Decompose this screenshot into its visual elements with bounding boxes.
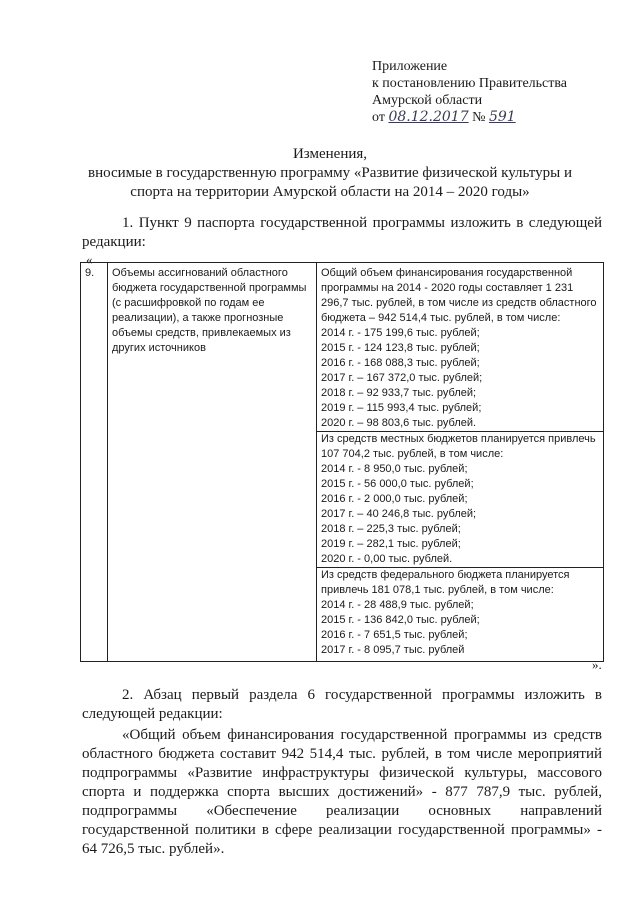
appendix-number-label: № <box>472 110 486 125</box>
item-2-heading <box>82 686 602 724</box>
appendix-title: Приложение <box>372 59 448 74</box>
regional-year-2017: 2017 г. – 167 372,0 тыс. рублей; <box>321 372 483 384</box>
item-2-heading-text: 2. Абзац первый раздела 6 государственной программы изложить в следующей редакции: <box>82 687 602 722</box>
local-year-2019: 2019 г. – 282,1 тыс. рублей; <box>321 538 461 550</box>
regional-year-2018: 2018 г. – 92 933,7 тыс. рублей; <box>321 387 477 399</box>
federal-year-2015: 2015 г. - 136 842,0 тыс. рублей; <box>321 614 480 626</box>
federal-budget-intro: Из средств федерального бюджета планируется привлечь 181 078,1 тыс. рублей, в том числе: <box>317 567 603 598</box>
federal-year-2014: 2014 г. - 28 488,9 тыс. рублей; <box>321 599 474 611</box>
quote-open-mark: « <box>86 252 93 267</box>
quote-close-mark: ». <box>592 657 602 672</box>
appendix-date-prefix: от <box>372 110 385 125</box>
title-line-3: спорта на территории Амурской области на 2014 – 2020 годы» <box>130 184 530 200</box>
regional-year-2019: 2019 г. – 115 993,4 тыс. рублей; <box>321 402 482 414</box>
federal-year-2016: 2016 г. - 7 651,5 тыс. рублей; <box>321 629 468 641</box>
appendix-decree: к постановлению Правительства <box>372 76 568 91</box>
item-1-text: 1. Пункт 9 паспорта государственной программы изложить в следующей редакции: <box>82 215 602 250</box>
local-year-2020: 2020 г. - 0,00 тыс. рублей. <box>321 553 453 565</box>
item-2-body <box>82 726 602 859</box>
regional-budget-intro: Общий объем финансирования государственной программы на 2014 - 2020 годы составляет 1 231 296,7 тыс. рублей, в том числе из средств областного бюджета – 942 514,4 тыс. рублей, в том числе: <box>321 267 597 324</box>
title-line-2: вносимые в государственную программу «Развитие физической культуры и <box>87 165 573 181</box>
table-item-description: Объемы ассигнований областного бюджета государственной программы (с расшифровкой по годам ее реализации), а также прогнозные объемы средств, привлекаемых из других источников <box>108 263 317 662</box>
local-budget-intro: Из средств местных бюджетов планируется привлечь 107 704,2 тыс. рублей, в том числе: <box>317 431 603 462</box>
regional-year-2015: 2015 г. - 124 123,8 тыс. рублей; <box>321 342 480 354</box>
item-1-paragraph <box>82 214 602 252</box>
local-year-2014: 2014 г. - 8 950,0 тыс. рублей; <box>321 463 468 475</box>
item-2-body-text: «Общий объем финансирования государственной программы из средств областного бюджета составит 942 514,4 тыс. рублей, в том числе мероприятий подпрограммы «Развитие инфраструктуры физической культуры, массового спорта и поддержка спорта высших достижений» - 877 787,9 тыс. рублей, подпрограммы «Обеспечение реализации основных направлений государственной политики в сфере реализации государственной программы» - 64 726,5 тыс. рублей». <box>82 727 602 857</box>
local-year-2016: 2016 г. - 2 000,0 тыс. рублей; <box>321 493 468 505</box>
local-year-2015: 2015 г. - 56 000,0 тыс. рублей; <box>321 478 474 490</box>
table-item-number: 9. <box>81 263 108 662</box>
regional-year-2020: 2020 г. – 98 803,6 тыс. рублей. <box>321 417 477 429</box>
document-title <box>60 145 600 202</box>
table-item-funding <box>317 263 604 662</box>
appendix-date-line <box>372 109 622 126</box>
table-row <box>81 263 604 662</box>
title-line-1: Изменения, <box>292 146 368 162</box>
local-year-2017: 2017 г. – 40 246,8 тыс. рублей; <box>321 508 477 520</box>
regional-year-2016: 2016 г. - 168 088,3 тыс. рублей; <box>321 357 480 369</box>
appendix-region: Амурской области <box>372 93 483 108</box>
regional-year-2014: 2014 г. - 175 199,6 тыс. рублей; <box>321 327 480 339</box>
passport-table <box>80 262 604 662</box>
local-year-2018: 2018 г. – 225,3 тыс. рублей; <box>321 523 461 535</box>
appendix-date-value: 08.12.2017 <box>388 109 469 125</box>
appendix-number-value: 591 <box>488 109 516 125</box>
appendix-block <box>372 58 622 126</box>
federal-year-2017: 2017 г. - 8 095,7 тыс. рублей <box>321 644 465 656</box>
